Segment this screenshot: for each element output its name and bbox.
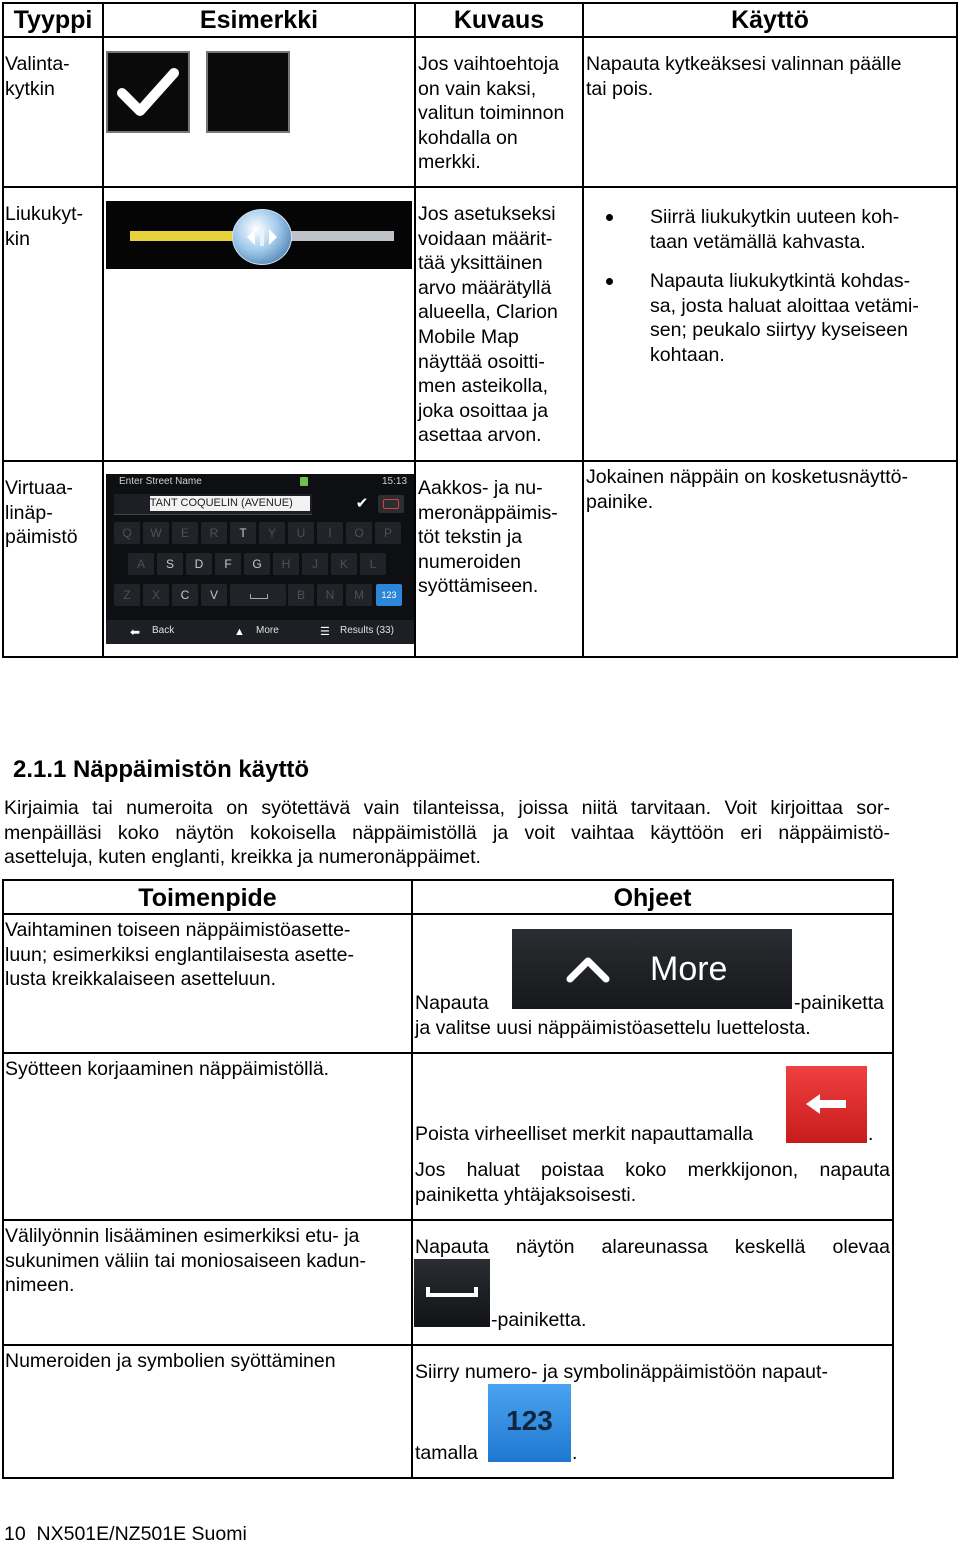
key-i: I [317, 522, 343, 544]
key-e: E [172, 522, 198, 544]
slider-arrows-icon [233, 210, 291, 264]
instr-space-post: -painiketta. [491, 1309, 587, 1331]
more-chevron-icon: ▲ [234, 626, 245, 638]
gps-icon [300, 477, 308, 486]
instr-switch-post: -painiketta [794, 992, 884, 1014]
back-arrow-icon: ⬅ [130, 625, 141, 639]
checkbox-unchecked-example [206, 51, 290, 133]
key-z: Z [114, 584, 140, 606]
key-d: D [186, 553, 212, 575]
key-w: W [143, 522, 169, 544]
instr-numeric-pre: tamalla [415, 1442, 478, 1464]
key-t: T [230, 522, 256, 544]
key-g: G [244, 553, 270, 575]
keyboard-input-text: CONSTANT COQUELIN (AVENUE) [118, 497, 293, 509]
key-h: H [273, 553, 299, 575]
instr-numeric-post: . [572, 1442, 578, 1464]
key-o: O [346, 522, 372, 544]
key-q: Q [114, 522, 140, 544]
key-y: Y [259, 522, 285, 544]
key-p: P [375, 522, 401, 544]
usage-slider-bullet-1: Siirrä liukukytkin uuteen koh- taan vetämällä kahvasta. [650, 206, 900, 253]
slider-example [106, 201, 412, 269]
key-s: S [157, 553, 183, 575]
key-b: B [288, 584, 314, 606]
keyboard-screenshot [106, 474, 414, 644]
key-numeric: 123 [376, 584, 402, 606]
key-u: U [288, 522, 314, 544]
checkbox-checked-example [106, 51, 190, 133]
section-heading: 2.1.1 Näppäimistön käyttö [13, 756, 310, 783]
header-description: Kuvaus [453, 6, 545, 34]
key-m: M [346, 584, 372, 606]
action-switch-layout: Vaihtaminen toiseen näppäimistöasette- luun; esimerkiksi englantilaisesta asette- lusta kreikkalaiseen asetteluun. [5, 919, 355, 991]
backspace-icon [378, 495, 404, 513]
chevron-up-icon [566, 955, 610, 983]
section-intro: Kirjaimia tai numeroita on syötettävä vain tilanteissa, joissa niitä tarvitaan. Voit kirjoittaa sor- menpäilläsi koko näytön kokoisella näppäimistöllä ja voit vaihtaa käyttöön eri näppäimistö- asetteluja, kuten englanti, kreikka ja numeronäppäimet. [4, 797, 890, 869]
space-bar-icon [426, 1287, 478, 1297]
more-button-image [512, 929, 792, 1009]
keyboard-back-label: Back [152, 625, 175, 636]
key-j: J [302, 553, 328, 575]
instr-delete-line1: Poista virheelliset merkit napauttamalla [415, 1123, 754, 1145]
space-button-image [414, 1259, 490, 1327]
keyboard-results-label: Results (33) [340, 625, 394, 636]
usage-checkbox: Napauta kytkeäksesi valinnan päälle tai pois. [586, 53, 902, 100]
backspace-button-image [786, 1066, 867, 1143]
key-n: N [317, 584, 343, 606]
key-f: F [215, 553, 241, 575]
key-x: X [143, 584, 169, 606]
desc-slider: Jos asetukseksi voidaan määrit- tää yksittäinen arvo määrätyllä alueella, Clarion Mobile Map näyttää osoitti- men asteikolla, joka osoittaa ja asettaa arvon. [418, 203, 558, 447]
action-numbers-symbols: Numeroiden ja symbolien syöttäminen [5, 1350, 336, 1372]
backspace-arrow-icon [804, 1092, 848, 1116]
desc-keyboard: Aakkos- ja nu- meronäppäimis- töt tekstin ja numeroiden syöttämiseen. [418, 477, 558, 598]
bullet [606, 214, 613, 221]
bullet [606, 278, 613, 285]
type-keyboard: Virtuaa- linäp- päimistö [5, 477, 78, 549]
more-button-label: More [650, 950, 728, 988]
numeric-button-image [488, 1384, 571, 1462]
keyboard-input-field [114, 494, 312, 515]
key-a: A [128, 553, 154, 575]
checkmark-icon [108, 53, 188, 131]
instr-switch-pre: Napauta [415, 992, 489, 1014]
usage-keyboard: Jokainen näppäin on kosketusnäyttö- painike. [586, 466, 908, 513]
space-icon [250, 594, 268, 599]
header-action: Toimenpide [138, 884, 277, 912]
key-v: V [201, 584, 227, 606]
header-usage: Käyttö [731, 6, 809, 34]
keyboard-title: Enter Street Name [119, 476, 202, 487]
instr-numeric-line1: Siirry numero- ja symbolinäppäimistöön napaut- [415, 1361, 828, 1383]
header-type: Tyyppi [13, 6, 93, 34]
instr-switch-line2: ja valitse uusi näppäimistöasettelu luettelosta. [415, 1017, 811, 1039]
action-correct-input: Syötteen korjaaminen näppäimistöllä. [5, 1058, 330, 1080]
type-checkbox: Valinta- kytkin [5, 53, 70, 100]
confirm-check-icon: ✔ [355, 495, 369, 512]
instr-delete-line3: painiketta yhtäjaksoisesti. [415, 1184, 637, 1206]
desc-checkbox: Jos vaihtoehtoja on vain kaksi, valitun toiminnon kohdalla on merkki. [418, 53, 565, 174]
header-example: Esimerkki [199, 6, 319, 34]
key-r: R [201, 522, 227, 544]
keyboard-more-label: More [256, 625, 279, 636]
key-c: C [172, 584, 198, 606]
usage-slider-bullet-2: Napauta liukukytkintä kohdas- sa, josta haluat aloittaa vetämi- sen; peukalo siirtyy kyseiseen kohtaan. [650, 270, 919, 366]
instr-delete-period: . [868, 1123, 874, 1145]
instr-delete-line2: Jos haluat poistaa koko merkkijonon, napauta [415, 1159, 890, 1181]
action-add-space: Välilyönnin lisääminen esimerkiksi etu- ja sukunimen väliin tai moniosaiseen kadun- nimeen. [5, 1225, 366, 1297]
type-slider: Liukukyt- kin [5, 203, 84, 250]
results-list-icon: ☰ [320, 626, 330, 638]
key-l: L [360, 553, 386, 575]
header-instructions: Ohjeet [613, 884, 692, 912]
slider-thumb [232, 209, 292, 265]
keyboard-time: 15:13 [382, 476, 408, 487]
instr-space-line1: Napauta näytön alareunassa keskellä olevaa [415, 1236, 890, 1258]
key-space [230, 584, 286, 606]
page-footer: 10 NX501E/NZ501E Suomi [4, 1523, 247, 1545]
numeric-button-label: 123 [506, 1405, 553, 1436]
key-k: K [331, 553, 357, 575]
